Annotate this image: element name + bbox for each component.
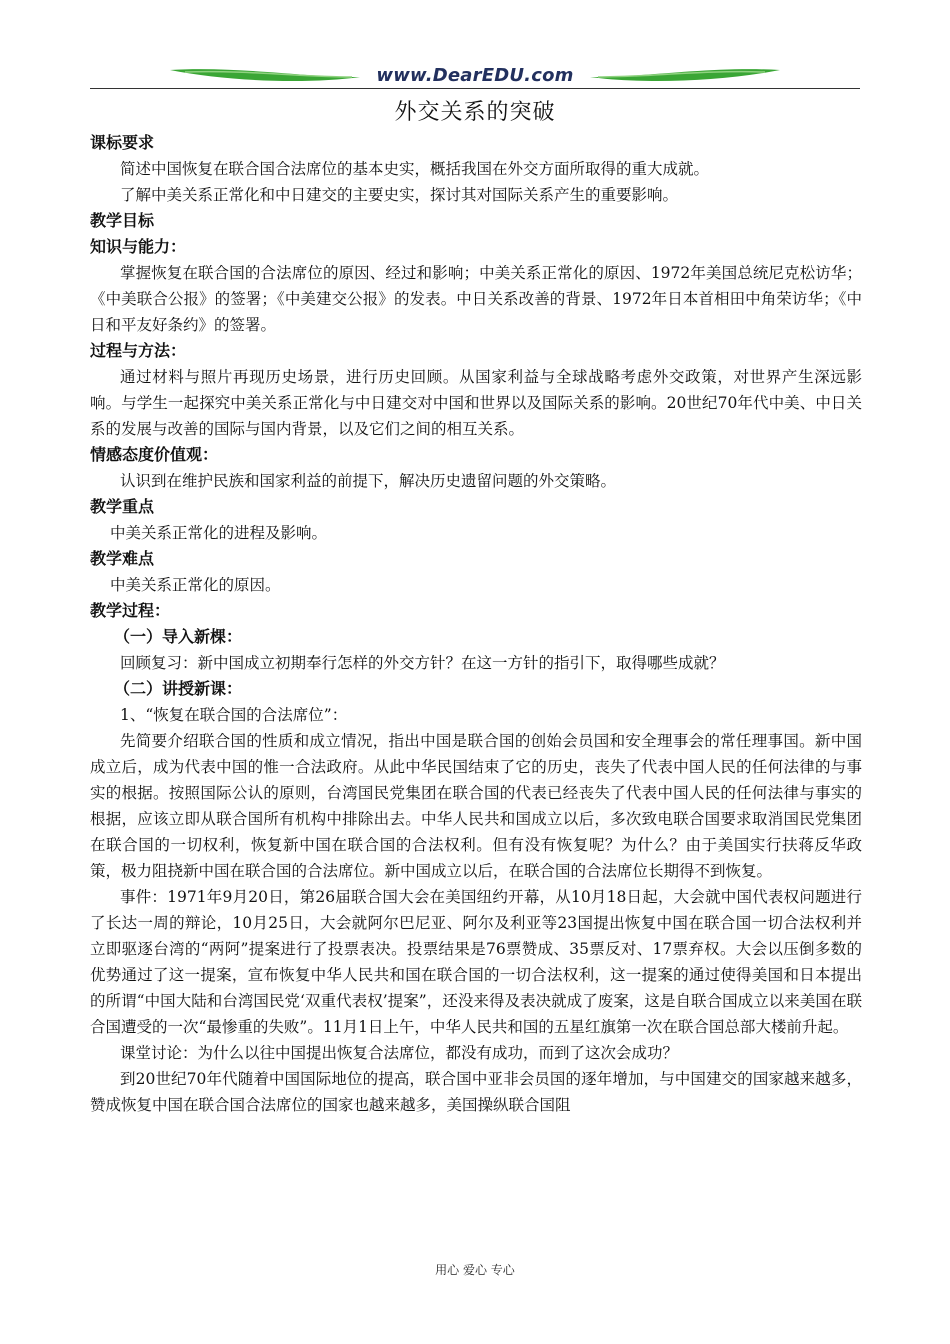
section-heading: 课标要求 [90,133,155,152]
subsection-heading: 过程与方法： [90,341,187,360]
page-title: 外交关系的突破 [394,100,556,125]
paragraph: 到20世纪70年代随着中国国际地位的提高，联合国中亚非会员国的逐年增加，与中国建交的国家越来越多，赞成恢复中国在联合国合法席位的国家也越来越多，美国操纵联合国阻 [90,1070,862,1114]
paragraph: 中美关系正常化的进程及影响。 [110,524,328,542]
list-item: 1、“恢复在联合国的合法席位”： [120,706,348,724]
subsection-heading: （一）导入新棵： [114,627,243,646]
paragraph: 通过材料与照片再现历史场景，进行历史回顾。从国家利益与全球战略考虑外交政策，对世界产生深远影响。与学生一起探究中美关系正常化与中日建交对中国和世界以及国际关系的影响。20世纪70年代中美、中日关系的发展与改善的国际与国内背景，以及它们之间的相互关系。 [90,368,862,438]
section-heading: 教学目标 [90,211,155,230]
subsection-heading: 情感态度价值观： [90,445,219,464]
site-logo[interactable]: www.DearEDU.com [376,65,574,86]
page-footer: 用心 爱心 专心 [435,1263,515,1277]
subsection-heading: 知识与能力： [90,237,187,256]
header-banner [90,64,860,90]
subsection-heading: （二）讲授新课： [114,679,243,698]
section-heading: 教学难点 [90,549,155,568]
paragraph: 掌握恢复在联合国的合法席位的原因、经过和影响；中美关系正常化的原因、1972年美国总统尼克松访华；《中美联合公报》的签署；《中美建交公报》的发表。中日关系改善的背景、1972年日本首相田中角荣访华；《中日和平友好条约》的签署。 [90,264,862,334]
paragraph: 简述中国恢复在联合国合法席位的基本史实，概括我国在外交方面所取得的重大成就。 [120,160,710,178]
paragraph: 先简要介绍联合国的性质和成立情况，指出中国是联合国的创始会员国和安全理事会的常任理事国。新中国成立后，成为代表中国的惟一合法政府。从此中华民国结束了它的历史，丧失了代表中国人民的任何法律的与事实的根据。按照国际公认的原则，台湾国民党集团在联合国的代表已经丧失了代表中国人民的任何法律与事实的根据，应该立即从联合国所有机构中排除出去。中华人民共和国成立以后，多次致电联合国要求取消国民党集团在联合国的一切权利，恢复新中国在联合国的合法权利。但有没有恢复呢？为什么？由于美国实行扶蒋反华政策，极力阻挠新中国在联合国的合法席位。新中国成立以后，在联合国的合法席位长期得不到恢复。 [90,732,862,880]
paragraph: 事件：1971年9月20日，第26届联合国大会在美国纽约开幕，从10月18日起，大会就中国代表权问题进行了长达一周的辩论，10月25日，大会就阿尔巴尼亚、阿尔及利亚等23国提出恢复中国在联合国一切合法权利并立即驱逐台湾的“两阿”提案进行了投票表决。投票结果是76票赞成、35票反对、17票弃权。大会以压倒多数的优势通过了这一提案，宣布恢复中华人民共和国在联合国的一切合法权利，这一提案的通过使得美国和日本提出的所谓“中国大陆和台湾国民党‘双重代表权’提案”，还没来得及表决就成了废案，这是自联合国成立以来美国在联合国遭受的一次“最惨重的失败”。11月1日上午，中华人民共和国的五星红旗第一次在联合国总部大楼前升起。 [90,888,862,1036]
paragraph: 了解中美关系正常化和中日建交的主要史实，探讨其对国际关系产生的重要影响。 [120,186,679,204]
paragraph: 认识到在维护民族和国家利益的前提下，解决历史遗留问题的外交策略。 [120,472,617,490]
section-heading: 教学过程： [90,601,171,620]
document-body [90,130,862,1118]
paragraph: 中美关系正常化的原因。 [110,576,281,594]
header-divider [90,88,860,89]
paragraph: 回顾复习：新中国成立初期奉行怎样的外交方针？在这一方针的指引下，取得哪些成就？ [120,654,725,672]
paragraph: 课堂讨论：为什么以往中国提出恢复合法席位，都没有成功，而到了这次会成功？ [120,1044,679,1062]
section-heading: 教学重点 [90,497,155,516]
